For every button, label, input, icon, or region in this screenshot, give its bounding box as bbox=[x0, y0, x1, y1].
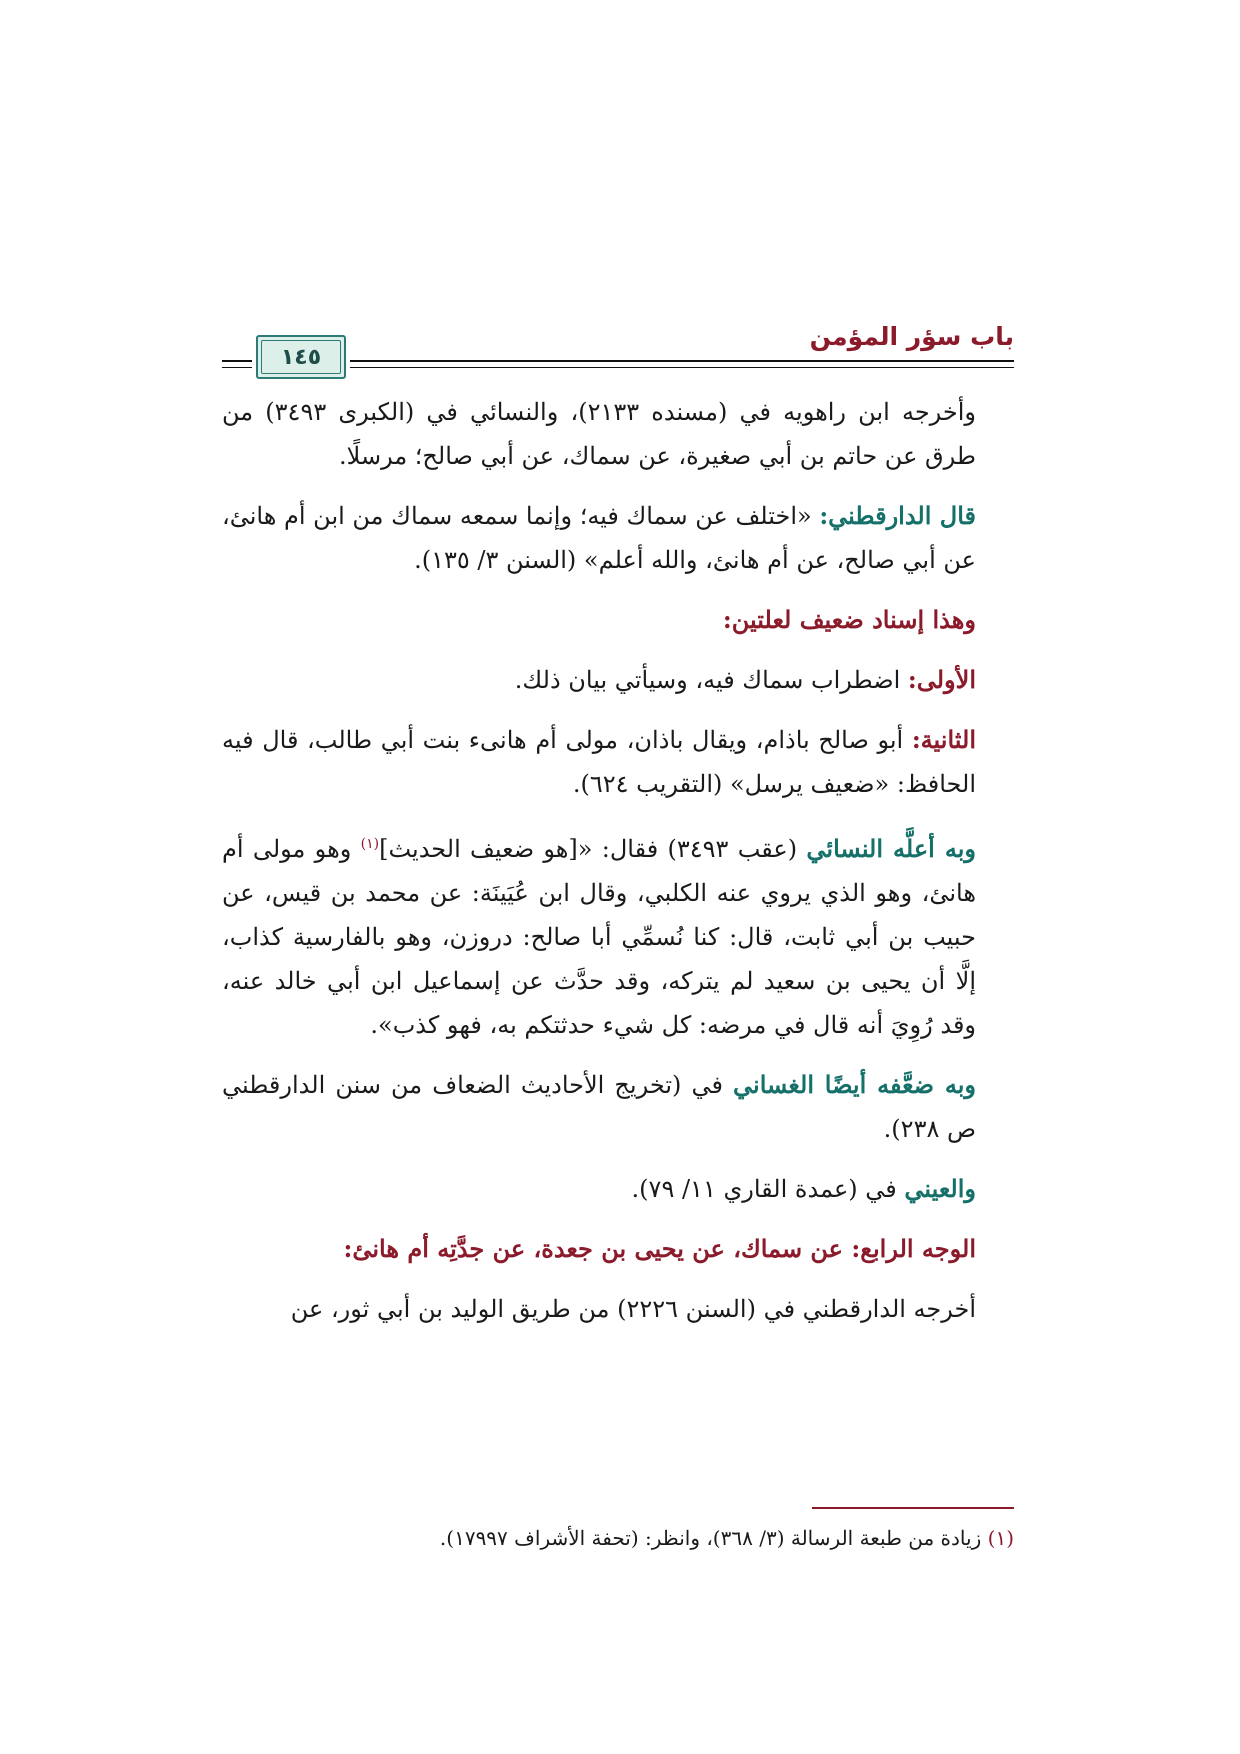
chapter-title: باب سؤر المؤمن bbox=[800, 318, 1014, 356]
paragraph-nasai bbox=[222, 822, 1014, 1047]
paragraph-text: في (تخريج الأحاديث الضعاف من سنن الدارقطني ص ٢٣٨). bbox=[222, 1071, 976, 1143]
paragraph-label: الأولى: bbox=[907, 665, 976, 694]
main-text bbox=[222, 390, 1014, 1347]
paragraph-second-cause bbox=[222, 718, 1014, 806]
paragraph-label: وبه أعلَّه النسائي bbox=[806, 834, 976, 863]
heading-text: الوجه الرابع: عن سماك، عن يحيى بن جعدة، عن جدَّتِه أم هانئ: bbox=[343, 1234, 976, 1263]
paragraph-text: (عقب ٣٤٩٣) فقال: «[هو ضعيف الحديث] bbox=[379, 835, 807, 863]
paragraph-1 bbox=[222, 390, 1014, 478]
paragraph-text: في (عمدة القاري ١١/ ٧٩). bbox=[631, 1175, 905, 1203]
section-heading bbox=[222, 598, 1014, 642]
heading-text: وهذا إسناد ضعيف لعلتين: bbox=[722, 605, 976, 634]
paragraph-text: أخرجه الدارقطني في (السنن ٢٢٢٦) من طريق الوليد بن أبي ثور، عن bbox=[290, 1295, 976, 1323]
page-number-badge bbox=[252, 332, 350, 382]
footnote bbox=[222, 1522, 1014, 1554]
paragraph-text: أبو صالح باذام، ويقال باذان، مولى أم هانىء بنت أبي طالب، قال فيه الحافظ: «ضعيف يرسل» (التقريب ٦٢٤). bbox=[222, 726, 976, 798]
page-number: ١٤٥ bbox=[280, 344, 322, 370]
paragraph-2 bbox=[222, 494, 1014, 582]
paragraph-aini bbox=[222, 1167, 1014, 1211]
footnote-separator bbox=[812, 1507, 1014, 1509]
paragraph-label: وبه ضعَّفه أيضًا الغساني bbox=[733, 1070, 976, 1099]
paragraph-text: وأخرجه ابن راهويه في (مسنده ٢١٣٣)، والنسائي في (الكبرى ٣٤٩٣) من طرق عن حاتم بن أبي صغيرة، عن سماك، عن أبي صالح؛ مرسلًا. bbox=[222, 398, 976, 470]
ornamental-frame-icon bbox=[256, 335, 346, 379]
section-heading-fourth bbox=[222, 1227, 1014, 1271]
running-header bbox=[222, 318, 1014, 378]
paragraph-last bbox=[222, 1287, 1014, 1331]
footnote-reference[interactable]: (١) bbox=[360, 836, 380, 852]
paragraph-first-cause bbox=[222, 658, 1014, 702]
paragraph-text-continued: وهو مولى أم هانئ، وهو الذي يروي عنه الكلبي، وقال ابن عُيَينَة: عن محمد بن قيس، عن حبيب بن أبي ثابت، قال: كنا نُسمِّي أبا صالح: دروزن، وهو بالفارسية كذاب، إلَّا أن يحيى بن سعيد لم يتركه، وقد حدَّث عن إسماعيل ابن أبي خالد عنه، وقد رُوِيَ أنه قال في مرضه: كل شيء حدثتكم به، فهو كذب». bbox=[222, 835, 976, 1039]
paragraph-text: «اختلف عن سماك فيه؛ وإنما سمعه سماك من ابن أم هانئ، عن أبي صالح، عن أم هانئ، والله أعلم» (السنن ٣/ ١٣٥). bbox=[221, 502, 976, 574]
paragraph-label: الثانية: bbox=[911, 725, 976, 754]
paragraph-label: والعيني bbox=[904, 1174, 976, 1203]
paragraph-text: اضطراب سماك فيه، وسيأتي بيان ذلك. bbox=[514, 666, 908, 694]
footnote-mark: (١) bbox=[987, 1526, 1014, 1550]
paragraph-label: قال الدارقطني: bbox=[819, 501, 976, 530]
paragraph-ghassani bbox=[222, 1063, 1014, 1151]
footnote-text: زيادة من طبعة الرسالة (٣/ ٣٦٨)، وانظر: (تحفة الأشراف ١٧٩٩٧). bbox=[439, 1526, 988, 1550]
